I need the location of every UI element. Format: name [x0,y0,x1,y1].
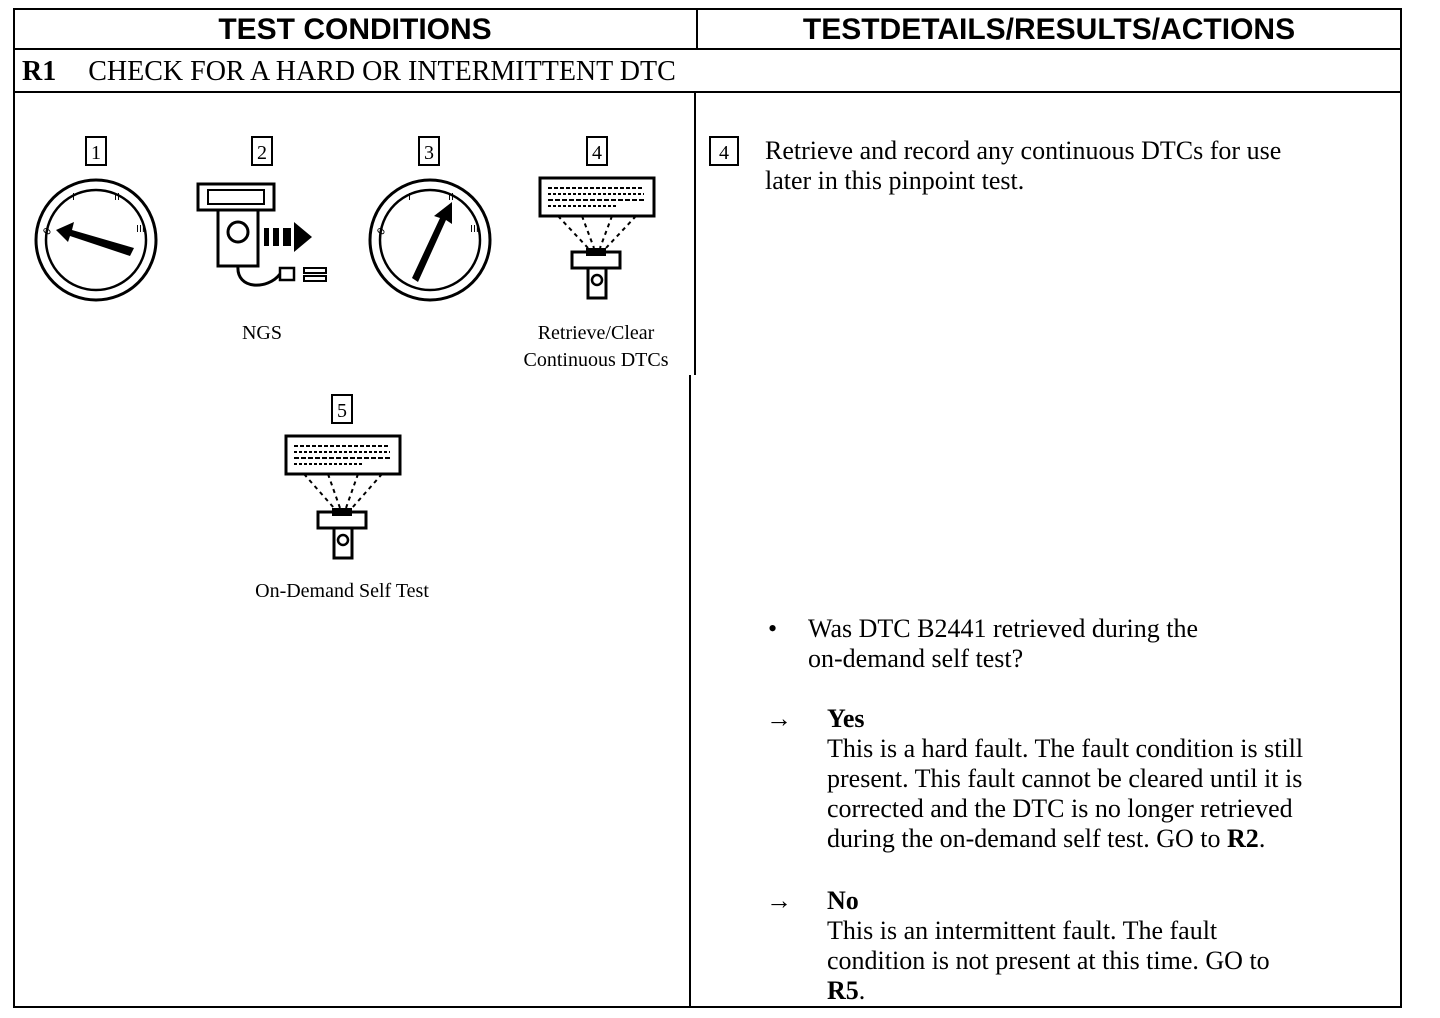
ignition-switch-on-icon [368,178,492,302]
yes-line4-end: . [1258,824,1266,853]
condition-label-4-line2: Continuous DTCs [523,349,669,371]
ngs-tester-connect-icon [196,180,330,298]
details-instruction-line1: Retrieve and record any continuous DTCs for use [765,136,1282,165]
condition-label-4 [500,320,692,374]
condition-number-4: 4 [586,136,608,166]
no-line2: condition is not present at this time. GO to [827,946,1270,975]
no-arrow: → [766,886,792,915]
condition-label-5: On-Demand Self Test [255,580,429,602]
svg-text:I: I [72,192,75,203]
retrieve-dtc-icon [538,176,658,302]
condition-number-2: 2 [251,136,273,166]
svg-text:III: III [136,224,145,235]
question-line1: Was DTC B2441 retrieved during the [808,614,1198,643]
details-instruction-line2: later in this pinpoint test. [765,166,1025,195]
svg-text:I: I [408,192,411,203]
no-line1: This is an intermittent fault. The fault [827,916,1218,945]
svg-text:III: III [470,224,479,235]
step-title: CHECK FOR A HARD OR INTERMITTENT DTC [88,56,676,87]
ignition-switch-off-icon [34,178,158,302]
svg-text:II: II [114,192,120,203]
yes-arrow: → [766,704,792,733]
test-conditions-header: TEST CONDITIONS [218,13,492,46]
yes-line1: This is a hard fault. The fault condition is still [827,734,1304,763]
no-line3 [827,976,1397,1006]
yes-goto-step: R2 [1227,824,1259,853]
yes-result [827,704,1397,854]
step-id: R1 [22,56,57,87]
svg-text:0: 0 [41,226,55,238]
yes-title: Yes [827,704,865,733]
question-line2: on-demand self test? [808,644,1024,673]
no-result [827,886,1397,1006]
svg-text:II: II [448,192,454,203]
column-divider-lower [689,375,691,1008]
condition-label-4-line1: Retrieve/Clear [537,322,655,344]
condition-number-5: 5 [331,394,353,424]
details-step-number: 4 [709,136,739,166]
step-divider [13,91,1402,93]
question-text [808,614,1388,674]
condition-number-3: 3 [418,136,440,166]
yes-line2: present. This fault cannot be cleared until it is [827,764,1303,793]
question-bullet: • [768,614,778,643]
condition-number-1: 1 [85,136,107,166]
self-test-icon [284,434,404,562]
step-heading [22,54,676,90]
details-instruction [765,136,1385,196]
no-line3-end: . [858,976,866,1005]
no-title: No [827,886,859,915]
yes-line3: corrected and the DTC is no longer retrieved [827,794,1293,823]
yes-line4-text: during the on-demand self test. GO to [827,824,1228,853]
no-goto-step: R5 [827,976,859,1005]
svg-text:0: 0 [375,226,389,238]
yes-line4 [827,824,1397,854]
column-divider-upper [694,93,696,375]
condition-label-2: NGS [241,322,282,344]
test-details-header: TESTDETAILS/RESULTS/ACTIONS [802,13,1296,46]
